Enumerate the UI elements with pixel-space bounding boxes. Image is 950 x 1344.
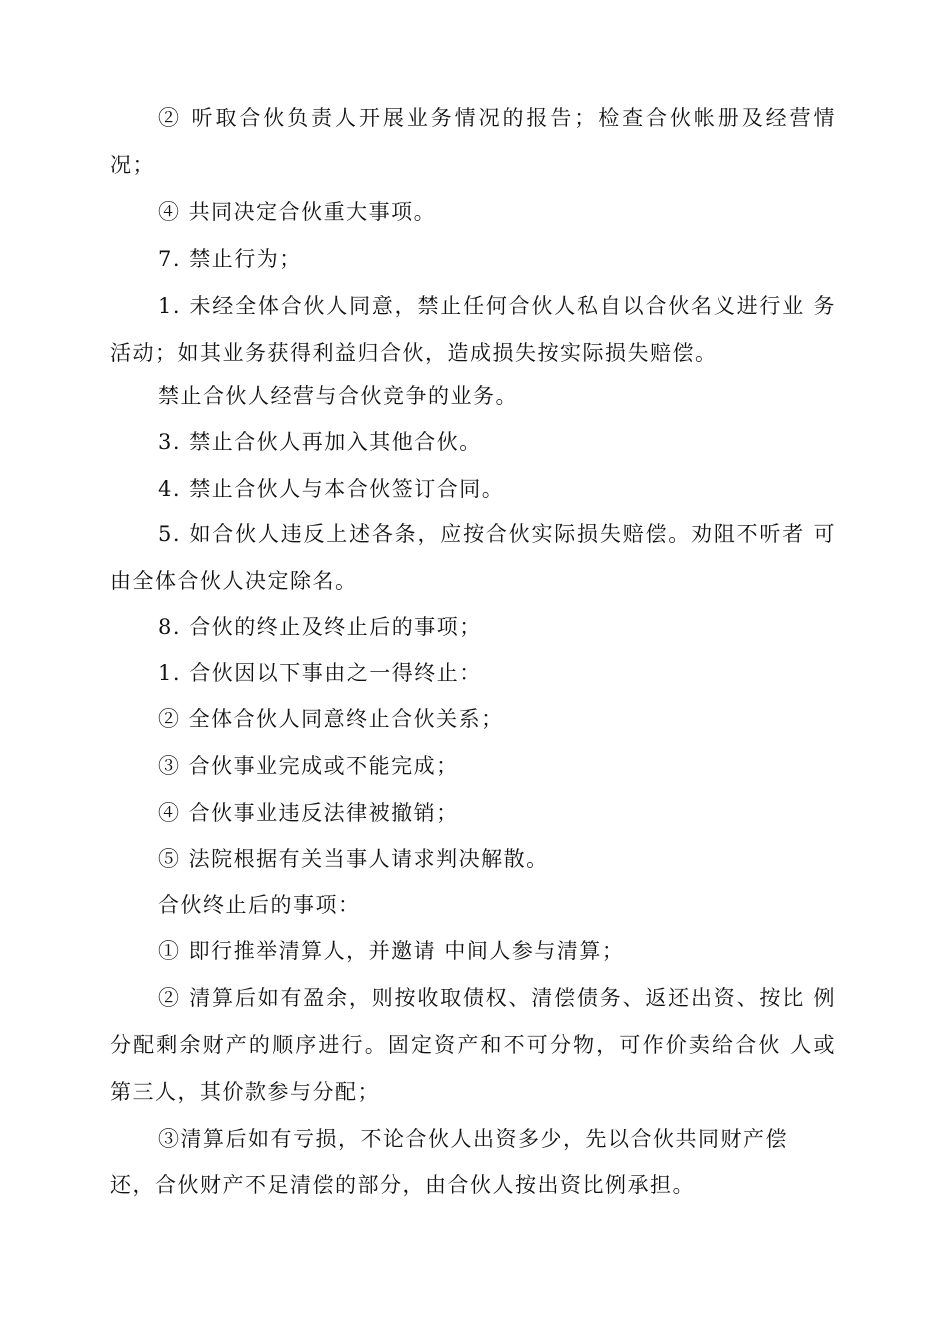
text-line: 1. 合伙因以下事由之一得终止： xyxy=(158,661,482,685)
text-line: 5. 如合伙人违反上述各条，应按合伙实际损失赔偿。劝阻不听者 可 xyxy=(158,522,836,546)
text-line: 合伙终止后的事项： xyxy=(158,893,361,917)
text-line: 禁止合伙人经营与合伙竞争的业务。 xyxy=(158,384,518,408)
text-line: 1. 未经全体合伙人同意，禁止任何合伙人私自以合伙名义进行业 务 xyxy=(158,294,836,318)
text-line: ② 全体合伙人同意终止合伙关系； xyxy=(158,707,504,731)
text-line: 8. 合伙的终止及终止后的事项； xyxy=(158,615,482,639)
text-line: 4. 禁止合伙人与本合伙签订合同。 xyxy=(158,477,505,501)
text-line: 7. 禁止行为； xyxy=(158,247,302,271)
text-line: 况； xyxy=(110,153,155,177)
text-line: ④ 合伙事业违反法律被撤销； xyxy=(158,801,459,825)
text-line: ① 即行推举清算人，并邀请 中间人参与清算； xyxy=(158,939,625,963)
text-line: 3. 禁止合伙人再加入其他合伙。 xyxy=(158,430,482,454)
text-line: ⑤ 法院根据有关当事人请求判决解散。 xyxy=(158,847,549,871)
text-line: ③ 合伙事业完成或不能完成； xyxy=(158,754,459,778)
text-line: ③清算后如有亏损，不论合伙人出资多少，先以合伙共同财产偿 xyxy=(158,1127,788,1151)
text-line: ② 清算后如有盈余，则按收取债权、清偿债务、返还出资、按比 例 xyxy=(158,986,836,1010)
text-line: ② 听取合伙负责人开展业务情况的报告；检查合伙帐册及经营情 xyxy=(158,106,836,130)
text-line: 由全体合伙人决定除名。 xyxy=(110,569,358,593)
text-line: 第三人，其价款参与分配； xyxy=(110,1080,380,1104)
text-line: 还，合伙财产不足清偿的部分，由合伙人按出资比例承担。 xyxy=(110,1173,695,1197)
text-line: 活动；如其业务获得利益归合伙，造成损失按实际损失赔偿。 xyxy=(110,341,718,365)
text-line: 分配剩余财产的顺序进行。固定资产和不可分物，可作价卖给合伙 人或 xyxy=(110,1033,836,1057)
text-line: ④ 共同决定合伙重大事项。 xyxy=(158,200,437,224)
